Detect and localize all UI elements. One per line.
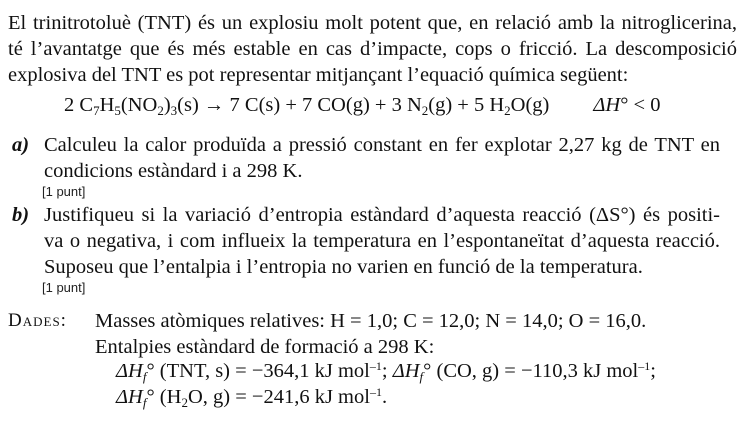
equation-subscript: 7 [93,103,100,118]
equation-text: ) [163,94,171,116]
h2o-enthalpy-value: O, g) = −241,6 kJ mol [187,386,370,408]
intro-line-1: El trinitrotoluè (TNT) és un explosiu molt potent que, en relació amb la nitroglicerina, [8,12,737,34]
intro-line-3: explosiva del TNT es pot representar mitjançant l’equació química següent: [8,64,629,86]
co-enthalpy: (CO, g) = −110,3 kJ mol [431,360,639,382]
tnt-enthalpy: (TNT, s) = −364,1 kJ mol [154,360,370,382]
equation-subscript: 2 [504,103,511,118]
unit-exponent: –1 [369,385,382,399]
equation-subscript: 2 [421,103,429,118]
separator: ; [650,360,656,382]
part-b-line-3: Suposeu que l’entalpia i l’entropia no varien en funció de la temperatura. [44,256,643,278]
part-a-points: [1 punt] [42,184,86,199]
formation-subscript: f [419,369,424,384]
equation-subscript: 5 [114,103,121,118]
enthalpy-symbol: ΔH [593,94,621,116]
equation-text: 2 C [64,94,94,116]
atomic-masses: Masses atòmiques relatives: H = 1,0; C = 12,0; N = 14,0; O = 16,0. [95,310,647,332]
separator: ; [381,360,393,382]
unit-exponent: –1 [638,359,651,373]
chemical-equation [64,92,661,118]
enthalpy-values-line-1 [116,358,656,384]
degree-symbol: ° [423,360,432,382]
equation-text: (g) + 5 H [428,94,505,116]
part-a-label: a) [12,134,30,156]
unit-exponent: –1 [369,359,382,373]
h2o-subscript: 2 [181,395,188,410]
formation-subscript: f [142,369,147,384]
delta-h-symbol: ΔH [116,386,143,408]
delta-h-symbol: ΔH [392,360,420,382]
equation-text: H [99,94,115,116]
enthalpy-values-line-2 [116,384,387,410]
delta-h-symbol: ΔH [116,360,143,382]
part-a-line-1: Calculeu la calor produïda a pressió constant en fer explotar 2,27 kg de TNT en [44,134,720,156]
degree-symbol: ° [146,386,155,408]
intro-line-2: té l’avantatge que és més estable en cas d’impacte, cops o fricció. La descomposició [8,38,737,60]
period: . [381,386,388,408]
part-b-line-1: Justifiqueu si la variació d’entropia estàndard d’aquesta reacció (ΔS°) és positi- [44,204,720,226]
degree-symbol: ° [146,360,155,382]
part-b-label: b) [12,204,30,226]
enthalpy-condition: ° < 0 [620,94,661,116]
part-b-line-2: va o negativa, i com influeix la temperatura en l’espontaneïtat d’aquesta reacció. [44,230,720,252]
equation-text: O(g) [510,94,550,116]
data-label: Dades: [8,310,67,331]
part-b-points: [1 punt] [42,280,86,295]
equation-text: (s) → 7 C(s) + 7 CO(g) + 3 N [177,94,422,116]
equation-text: (NO [120,94,158,116]
part-a-line-2: condicions estàndard i a 298 K. [44,160,303,182]
h2o-enthalpy: (H [154,386,182,408]
equation-subscript: 3 [170,103,178,118]
formation-subscript: f [142,395,147,410]
equation-subscript: 2 [157,103,164,118]
formation-enthalpies-title: Entalpies estàndard de formació a 298 K: [95,336,435,358]
